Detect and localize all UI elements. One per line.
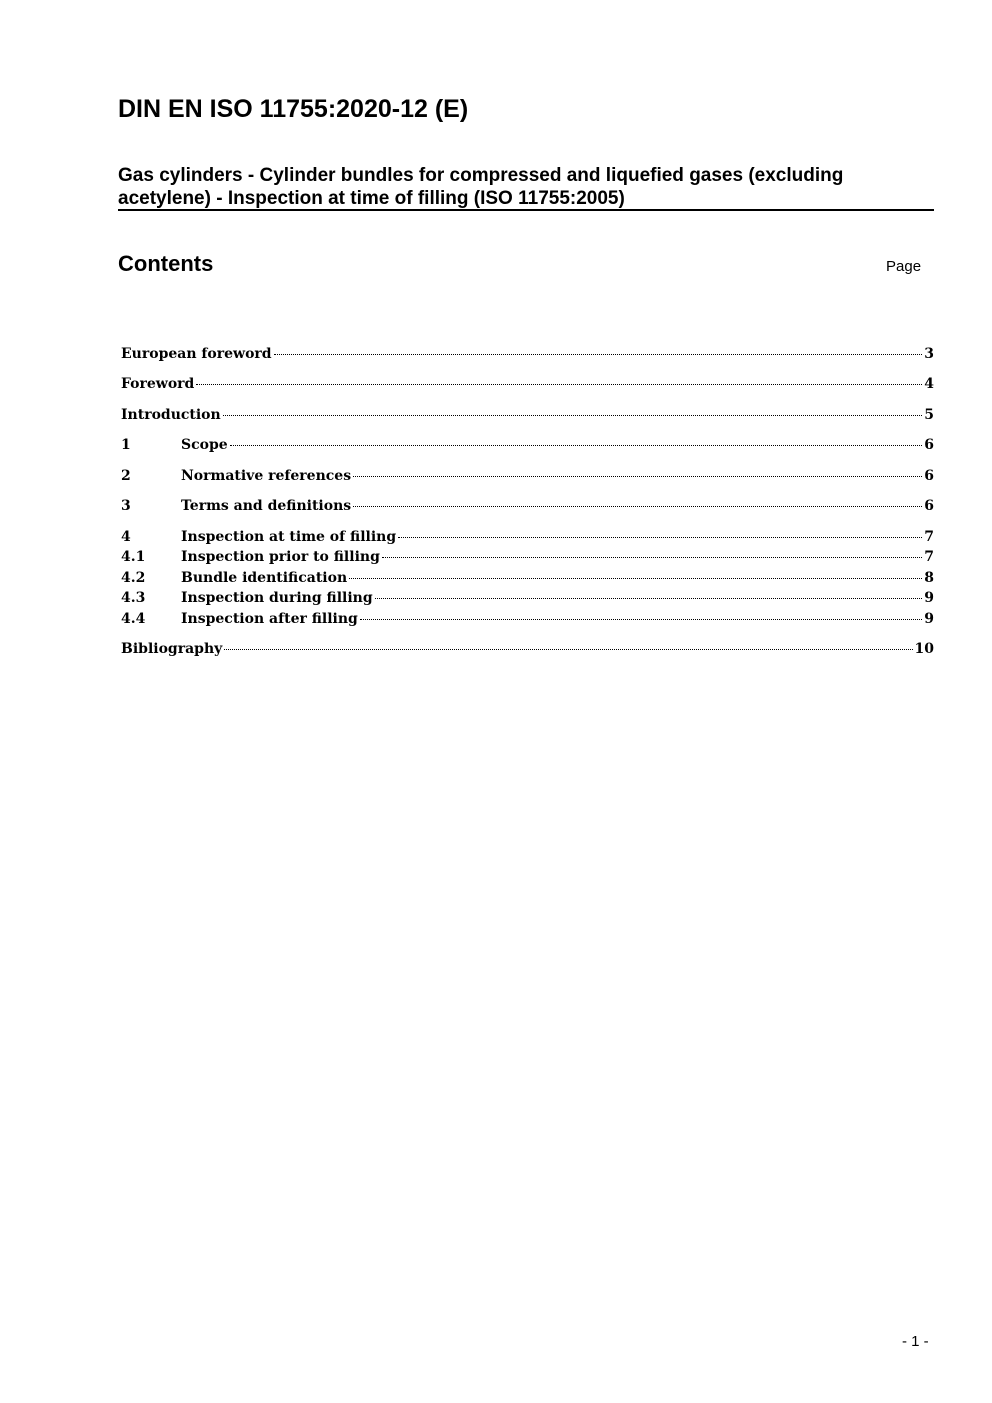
page-column-label: Page (886, 258, 922, 275)
toc-entry-inspection-after-filling[interactable] (121, 609, 934, 629)
toc-entry-scope[interactable] (121, 435, 934, 455)
toc-entry-number: 3 (121, 498, 131, 514)
contents-heading: Contents (118, 251, 214, 276)
footer-page-number: - 1 - (902, 1333, 929, 1350)
toc-entry-title: Introduction (121, 407, 221, 423)
toc-entry-page: 9 (924, 590, 934, 606)
toc-dot-leader (375, 598, 922, 599)
toc-entry-title: Inspection prior to filling (181, 549, 380, 565)
toc-entry-number: 2 (121, 468, 131, 484)
toc-entry-number: 4.2 (121, 570, 146, 586)
toc-entry-inspection-prior-to-filling[interactable] (121, 547, 934, 567)
toc-entry-page: 5 (924, 407, 934, 423)
toc-dot-leader (382, 557, 922, 558)
toc-entry-number: 4.4 (121, 611, 146, 627)
toc-entry-inspection-during-filling[interactable] (121, 588, 934, 608)
toc-dot-leader (196, 384, 922, 385)
toc-entry-number: 4 (121, 529, 131, 545)
toc-entry-title: Inspection during filling (181, 590, 373, 606)
toc-entry-page: 6 (924, 498, 934, 514)
toc-entry-bibliography[interactable] (121, 639, 934, 659)
toc-dot-leader (223, 415, 922, 416)
toc-entry-number: 4.1 (121, 549, 146, 565)
toc-entry-title: Normative references (181, 468, 352, 484)
toc-entry-number: 1 (121, 437, 131, 453)
document-subtitle: Gas cylinders - Cylinder bundles for compressed and liquefied gases (excluding acetylene) - Inspection at time of filling (ISO 11755:2005) (118, 165, 844, 209)
toc-dot-leader (360, 619, 922, 620)
toc-entry-page: 7 (924, 529, 934, 545)
toc-entry-normative-references[interactable] (121, 466, 934, 486)
toc-entry-title: Bibliography (121, 641, 223, 657)
document-title: DIN EN ISO 11755:2020-12 (E) (118, 95, 469, 123)
title-divider (118, 209, 934, 211)
toc-entry-title: Inspection after filling (181, 611, 358, 627)
toc-entry-title: Foreword (121, 376, 195, 392)
toc-entry-page: 9 (924, 611, 934, 627)
toc-entry-number: 4.3 (121, 590, 146, 606)
toc-entry-page: 7 (924, 549, 934, 565)
toc-entry-introduction[interactable] (121, 405, 934, 425)
toc-entry-page: 6 (924, 468, 934, 484)
toc-entry-title: Scope (181, 437, 228, 453)
toc-entry-bundle-identification[interactable] (121, 568, 934, 588)
toc-entry-page: 4 (924, 376, 934, 392)
toc-entry-page: 6 (924, 437, 934, 453)
toc-entry-page: 8 (924, 570, 934, 586)
toc-entry-title: European foreword (121, 346, 272, 362)
toc-entry-terms-and-definitions[interactable] (121, 496, 934, 516)
toc-entry-title: Inspection at time of filling (181, 529, 397, 545)
toc-dot-leader (274, 354, 922, 355)
toc-dot-leader (230, 445, 922, 446)
toc-entry-inspection-at-time-of-filling[interactable] (121, 527, 934, 547)
toc-dot-leader (398, 537, 922, 538)
toc-entry-page: 10 (914, 641, 934, 657)
toc-entry-page: 3 (924, 346, 934, 362)
toc-entry-title: Terms and definitions (181, 498, 352, 514)
toc-dot-leader (349, 578, 922, 579)
toc-entry-foreword[interactable] (121, 374, 934, 394)
toc-dot-leader (224, 649, 912, 650)
toc-entry-title: Bundle identification (181, 570, 348, 586)
toc-entry-european-foreword[interactable] (121, 344, 934, 364)
toc-dot-leader (353, 506, 922, 507)
toc-dot-leader (353, 476, 922, 477)
